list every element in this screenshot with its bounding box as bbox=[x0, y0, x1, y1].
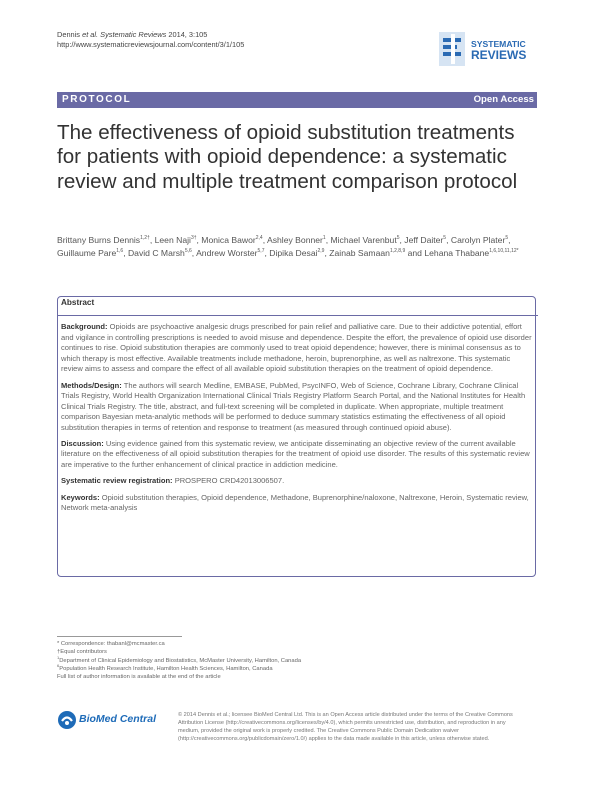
abstract-keywords: Keywords: Opioid substitution therapies, Opioid dependence, Methadone, Buprenorphine/naloxone, Naltrexone, Heroin, Systematic review, Network meta-analysis bbox=[61, 492, 529, 513]
author: Guillaume Pare$^{1,6}$ bbox=[57, 247, 124, 258]
biomed-central-logo-icon bbox=[57, 710, 77, 730]
author-list: Brittany Burns Dennis$^{1,2\dagger}$, Leen Naji$^{3\dagger}$, Monica Bawor$^{2,4}$, Ashley Bonner$^1$, Michael Varenbut$^5$, Jeff Daiter$^5$, Carolyn Plater$^5$, Guillaume Pare$^{1,6}$, David C Marsh$^{5,6}$, Andrew Worster$^{5,7}$, Dipika Desai$^{2,9}$, Zainab Samaan$^{1,2,8,9}$ and Lehana Thabane$^{1,6,10,11,12*}$ bbox=[57, 235, 519, 258]
systematic-reviews-logo-icon bbox=[437, 30, 469, 70]
license-text: © 2014 Dennis et al.; licensee BioMed Central Ltd. This is an Open Access article distributed under the terms of the Creative Commons Attribution License (http://creativecommons.org/licenses/by/4.0), which permits unrestricted use, distribution, and reproduction in any medium, provided the original work is properly credited. The Creative Commons Public Domain Dedication waiver (http://creativecommons.org/publicdomain/zero/1.0/) applies to the data made available in this article, unless otherwise stated. bbox=[178, 712, 513, 742]
author: Brittany Burns Dennis$^{1,2\dagger}$ bbox=[57, 235, 150, 245]
article-url[interactable]: http://www.systematicreviewsjournal.com/content/3/1/105 bbox=[57, 39, 245, 49]
author: Andrew Worster$^{5,7}$ bbox=[196, 247, 265, 258]
equal-contributors-note: †Equal contributors bbox=[57, 649, 107, 656]
publisher-name: BioMed Central bbox=[79, 713, 157, 725]
abstract-methods: Methods/Design: The authors will search Medline, EMBASE, PubMed, PsycINFO, Web of Science, Cochrane Library, Cochrane Clinical Trials Registry, World Health Organization International Clinical Trials Registry Platform Search Portal, and the National Institutes for Health Clinical Trials Registry. The title, abstract, and full-text screening will be completed in duplicate. When appropriate, multiple treatment comparison Bayesian meta-analytic methods will be performed to deduce summary statistics estimating the effectiveness of all opioid substitution therapies in terms of retention and response to treatment (as measured through continued opioid abuse). bbox=[61, 380, 526, 432]
citation-line: Dennis et al. Systematic Reviews 2014, 3:105 bbox=[57, 30, 208, 39]
footnote-divider bbox=[57, 636, 182, 637]
author: Leen Naji$^{3\dagger}$ bbox=[154, 235, 197, 245]
publisher-logo bbox=[57, 710, 177, 732]
abstract-heading: Abstract bbox=[61, 298, 95, 307]
correspondence-email[interactable]: * Correspondence: thabanl@mcmaster.ca bbox=[57, 641, 165, 647]
article-title: The effectiveness of opioid substitution treatments for patients with opioid dependence: a systematic review and multiple treatment comparison protocol bbox=[57, 121, 518, 193]
author: Zainab Samaan$^{1,2,8,9}$ bbox=[329, 247, 406, 258]
author: Monica Bawor$^{2,4}$ bbox=[201, 235, 263, 245]
footnotes bbox=[57, 640, 307, 681]
author: Dipika Desai$^{2,9}$ bbox=[269, 247, 325, 258]
open-access-label: Open Access bbox=[473, 94, 534, 105]
author: Jeff Daiter$^5$ bbox=[404, 235, 447, 245]
author: Lehana Thabane$^{1,6,10,11,12*}$ bbox=[424, 247, 519, 258]
abstract-registration: Systematic review registration: PROSPERO CRD42013006507. bbox=[61, 476, 285, 486]
affiliation: $^6$Population Health Research Institute, Hamilton Health Sciences, Hamilton, Canada bbox=[57, 662, 273, 672]
journal-logo bbox=[437, 30, 547, 72]
affiliation: $^1$Department of Clinical Epidemiology and Biostatistics, McMaster University, Hamilton, Canada bbox=[57, 654, 302, 664]
abstract-background: Background: Opioids are psychoactive analgesic drugs prescribed for pain relief and palliative care. Due to their addictive potential, effort and vigilance in controlling prescriptions is needed to avoid misuse and dependence. Despite the effort, the prevalence of opioid use disorder continues to rise. Opioid substitution therapies are commonly used to treat opioid dependence; however, there is minimal consensus as to which therapy is most effective. Available treatments include methadone, heroin, buprenorphine, as well as naltrexone. This systematic review aims to assess and compare the effect of all available opioid substitution therapies on the treatment of opioid dependence. bbox=[61, 322, 532, 374]
article-type-banner bbox=[57, 92, 537, 108]
author-info-note: Full list of author information is available at the end of the article bbox=[57, 674, 221, 681]
author: Michael Varenbut$^5$ bbox=[330, 235, 400, 245]
abstract-content bbox=[61, 298, 534, 520]
article-type-label: PROTOCOL bbox=[62, 94, 132, 105]
author: Ashley Bonner$^1$ bbox=[267, 235, 326, 245]
citation-header bbox=[57, 30, 244, 49]
abstract-divider bbox=[57, 315, 538, 316]
abstract-discussion: Discussion: Using evidence gained from this systematic review, we anticipate disseminating an objective review of the current available literature on the effectiveness of all opioid substitution therapies for the treatment of opioid use disorder. The results of this systematic review are imperative to the further enhancement of clinical practice in addiction medicine. bbox=[61, 438, 530, 469]
author: David C Marsh$^{5,6}$ bbox=[127, 247, 192, 258]
journal-logo-text: SYSTEMATIC REVIEWS bbox=[471, 39, 527, 62]
author: Carolyn Plater$^5$ bbox=[450, 235, 509, 245]
